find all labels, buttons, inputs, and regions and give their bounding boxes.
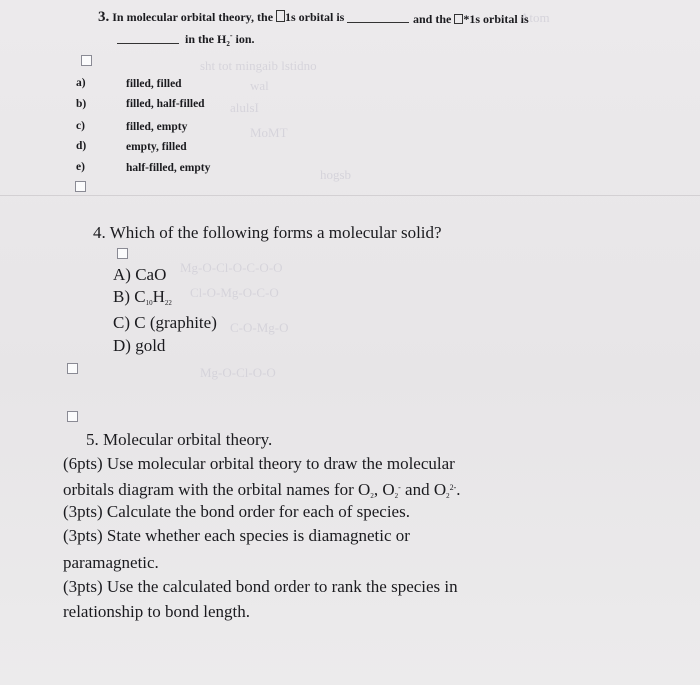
bleed-through-6: hogsb — [320, 167, 352, 182]
answer-blank-2[interactable] — [117, 43, 179, 44]
question-4-text: 4. Which of the following forms a molecular solid? — [93, 223, 442, 242]
q5-line2-sub1: 2 — [370, 492, 374, 500]
answer-blank-1[interactable] — [347, 22, 409, 23]
q4-option-b-sub1: 10 — [145, 299, 153, 307]
question-5-line-6: (3pts) Use the calculated bond order to rank the species in — [63, 577, 458, 596]
question-3-text-3: and the — [413, 12, 455, 26]
q5-line2-d: . — [456, 480, 461, 499]
q4-option-d-text: gold — [135, 336, 166, 355]
inline-checkbox-2[interactable] — [454, 14, 463, 24]
q5-line2-a: orbitals diagram with the orbital names for O — [63, 480, 371, 499]
question-3-bottom-checkbox[interactable] — [75, 181, 86, 192]
bleed-through-2: sht tot mingaib lstidno — [200, 58, 317, 73]
q5-line2-sub2: 2 — [394, 492, 399, 500]
section-divider — [0, 195, 700, 196]
question-5-checkbox[interactable] — [67, 411, 78, 422]
option-d-letter: d) — [76, 140, 87, 152]
bleed-through-9: C-O-Mg-O — [230, 320, 289, 335]
bleed-through-8: Cl-O-Mg-O-C-O — [190, 285, 279, 300]
q4-option-c-text: C (graphite) — [134, 313, 217, 332]
option-c-letter: c) — [76, 120, 85, 132]
bleed-through-3: wal — [250, 78, 269, 93]
option-b-letter: b) — [76, 98, 87, 110]
question-3-checkbox[interactable] — [81, 55, 92, 66]
inline-checkbox-1[interactable] — [276, 10, 285, 22]
bleed-through-4: alulsI — [230, 100, 259, 115]
question-3-line-1-end — [413, 12, 529, 27]
option-a-text[interactable]: filled, filled — [126, 78, 182, 90]
question-4-option-d[interactable] — [113, 336, 165, 356]
question-3-number: 3. — [98, 9, 110, 25]
question-3-line2-sup: - — [229, 31, 233, 40]
option-b-text[interactable]: filled, half-filled — [126, 98, 205, 110]
q5-line2-sup2: - — [398, 483, 401, 492]
q5-line2-c: and O — [400, 480, 447, 499]
q4-option-b-letter: B) — [113, 287, 130, 306]
q5-line2-b: , O — [373, 480, 395, 499]
option-e-text[interactable]: half-filled, empty — [126, 162, 211, 174]
q4-option-a-text: CaO — [135, 265, 167, 284]
option-d-text[interactable]: empty, filled — [126, 141, 187, 153]
q5-line2-sub3: 2 — [446, 492, 450, 500]
q4-option-c-letter: C) — [113, 313, 130, 332]
bleed-through-1: Atom — [520, 10, 550, 25]
question-5-line-3: (3pts) Calculate the bond order for each of species. — [63, 502, 410, 521]
question-4-option-a[interactable] — [113, 265, 166, 285]
question-4-checkbox[interactable] — [117, 248, 128, 259]
question-3-text-2: 1s orbital is — [285, 10, 345, 24]
question-5-line-4: (3pts) State whether each species is diamagnetic or — [63, 526, 410, 545]
question-5-line-7: relationship to bond length. — [63, 602, 250, 621]
question-3-line2-sub: 2 — [226, 40, 230, 48]
bleed-through-10: Mg-O-Cl-O-O — [200, 365, 276, 380]
question-3-text-1: In molecular orbital theory, the — [112, 10, 277, 24]
question-3-line2-text: in the H — [185, 32, 227, 46]
option-a-letter: a) — [76, 77, 86, 89]
q4-option-b-sub2: 22 — [164, 299, 172, 307]
bleed-through-5: MoMT — [250, 125, 288, 140]
question-3-line-1 — [98, 9, 344, 26]
question-3-line2-end: ion. — [232, 32, 255, 46]
q4-option-b-text: C — [134, 287, 146, 306]
question-3-text-4: *1s orbital is — [463, 12, 529, 26]
q4-option-d-letter: D) — [113, 336, 131, 355]
q5-line2-sup3: 2- — [449, 483, 457, 492]
question-5-line-1: (6pts) Use molecular orbital theory to draw the molecular — [63, 454, 455, 473]
option-e-letter: e) — [76, 161, 85, 173]
question-5-line-5: paramagnetic. — [63, 553, 159, 572]
bleed-through-7: Mg-O-Cl-O-C-O-O — [180, 260, 283, 275]
question-4-option-c[interactable] — [113, 313, 217, 333]
question-3-line-2 — [185, 31, 255, 48]
q4-option-a-letter: A) — [113, 265, 131, 284]
question-5-title: 5. Molecular orbital theory. — [86, 430, 273, 449]
question-4-bottom-checkbox[interactable] — [67, 363, 78, 374]
question-4-option-b[interactable] — [113, 287, 172, 307]
q4-option-b-text2: H — [152, 287, 165, 306]
option-c-text[interactable]: filled, empty — [126, 121, 188, 133]
